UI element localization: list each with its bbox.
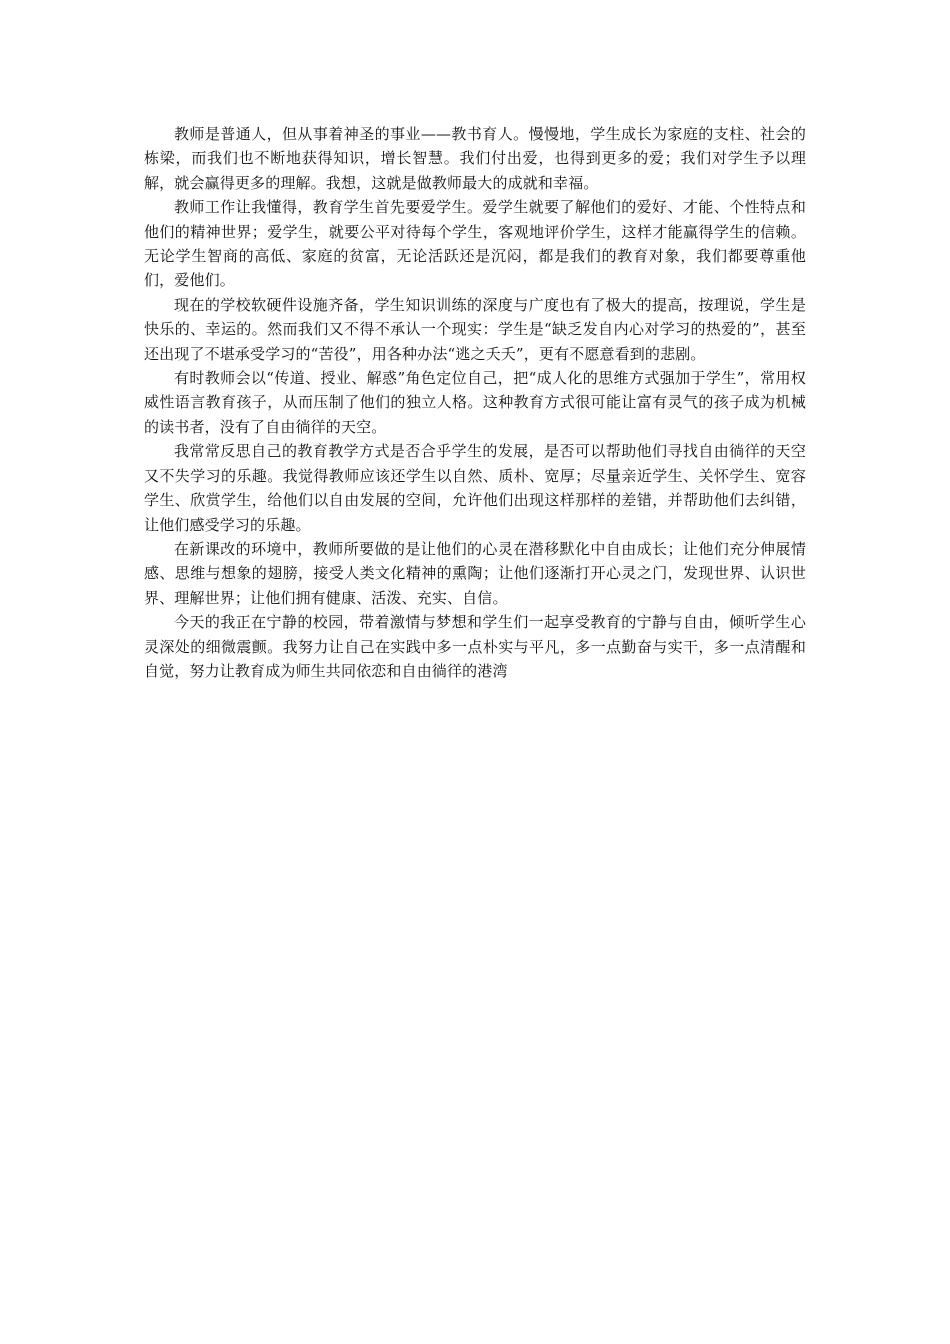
paragraph-3: 现在的学校软硬件设施齐备，学生知识训练的深度与广度也有了极大的提高，按理说，学生是快乐的、幸运的。然而我们又不得不承认一个现实：学生是“缺乏发自内心对学习的热爱的”，甚至还出现了不堪承受学习的“苦役”，用各种办法“逃之夭夭”，更有不愿意看到的悲剧。 bbox=[144, 295, 806, 363]
paragraph-2: 教师工作让我懂得，教育学生首先要爱学生。爱学生就要了解他们的爱好、才能、个性特点和他们的精神世界；爱学生，就要公平对待每个学生，客观地评价学生，这样才能赢得学生的信赖。无论学生智商的高低、家庭的贫富，无论活跃还是沉闷，都是我们的教育对象，我们都要尊重他们，爱他们。 bbox=[144, 198, 806, 290]
paragraph-5: 我常常反思自己的教育教学方式是否合乎学生的发展，是否可以帮助他们寻找自由徜徉的天空又不失学习的乐趣。我觉得教师应该还学生以自然、质朴、宽厚；尽量亲近学生、关怀学生、宽容学生、欣赏学生，给他们以自由发展的空间，允许他们出现这样那样的差错，并帮助他们去纠错，让他们感受学习的乐趣。 bbox=[144, 442, 806, 534]
article-body bbox=[144, 122, 806, 683]
paragraph-4: 有时教师会以“传道、授业、解惑”角色定位自己，把“成人化的思维方式强加于学生”，常用权威性语言教育孩子，从而压制了他们的独立人格。这种教育方式很可能让富有灵气的孩子成为机械的读书者，没有了自由徜徉的天空。 bbox=[144, 369, 806, 436]
paragraph-1: 教师是普通人，但从事着神圣的事业——教书育人。慢慢地，学生成长为家庭的支柱、社会的栋梁，而我们也不断地获得知识，增长智慧。我们付出爱，也得到更多的爱；我们对学生予以理解，就会赢得更多的理解。我想，这就是做教师最大的成就和幸福。 bbox=[144, 125, 806, 192]
paragraph-6: 在新课改的环境中，教师所要做的是让他们的心灵在潜移默化中自由成长；让他们充分伸展情感、思维与想象的翅膀，接受人类文化精神的熏陶；让他们逐渐打开心灵之门，发现世界、认识世界、理解世界；让他们拥有健康、活泼、充实、自信。 bbox=[144, 539, 806, 607]
paragraph-7: 今天的我正在宁静的校园，带着激情与梦想和学生们一起享受教育的宁静与自由，倾听学生心灵深处的细微震颤。我努力让自己在实践中多一点朴实与平凡，多一点勤奋与实干，多一点清醒和自觉，努力让教育成为师生共同依恋和自由徜徉的港湾 bbox=[144, 613, 806, 680]
